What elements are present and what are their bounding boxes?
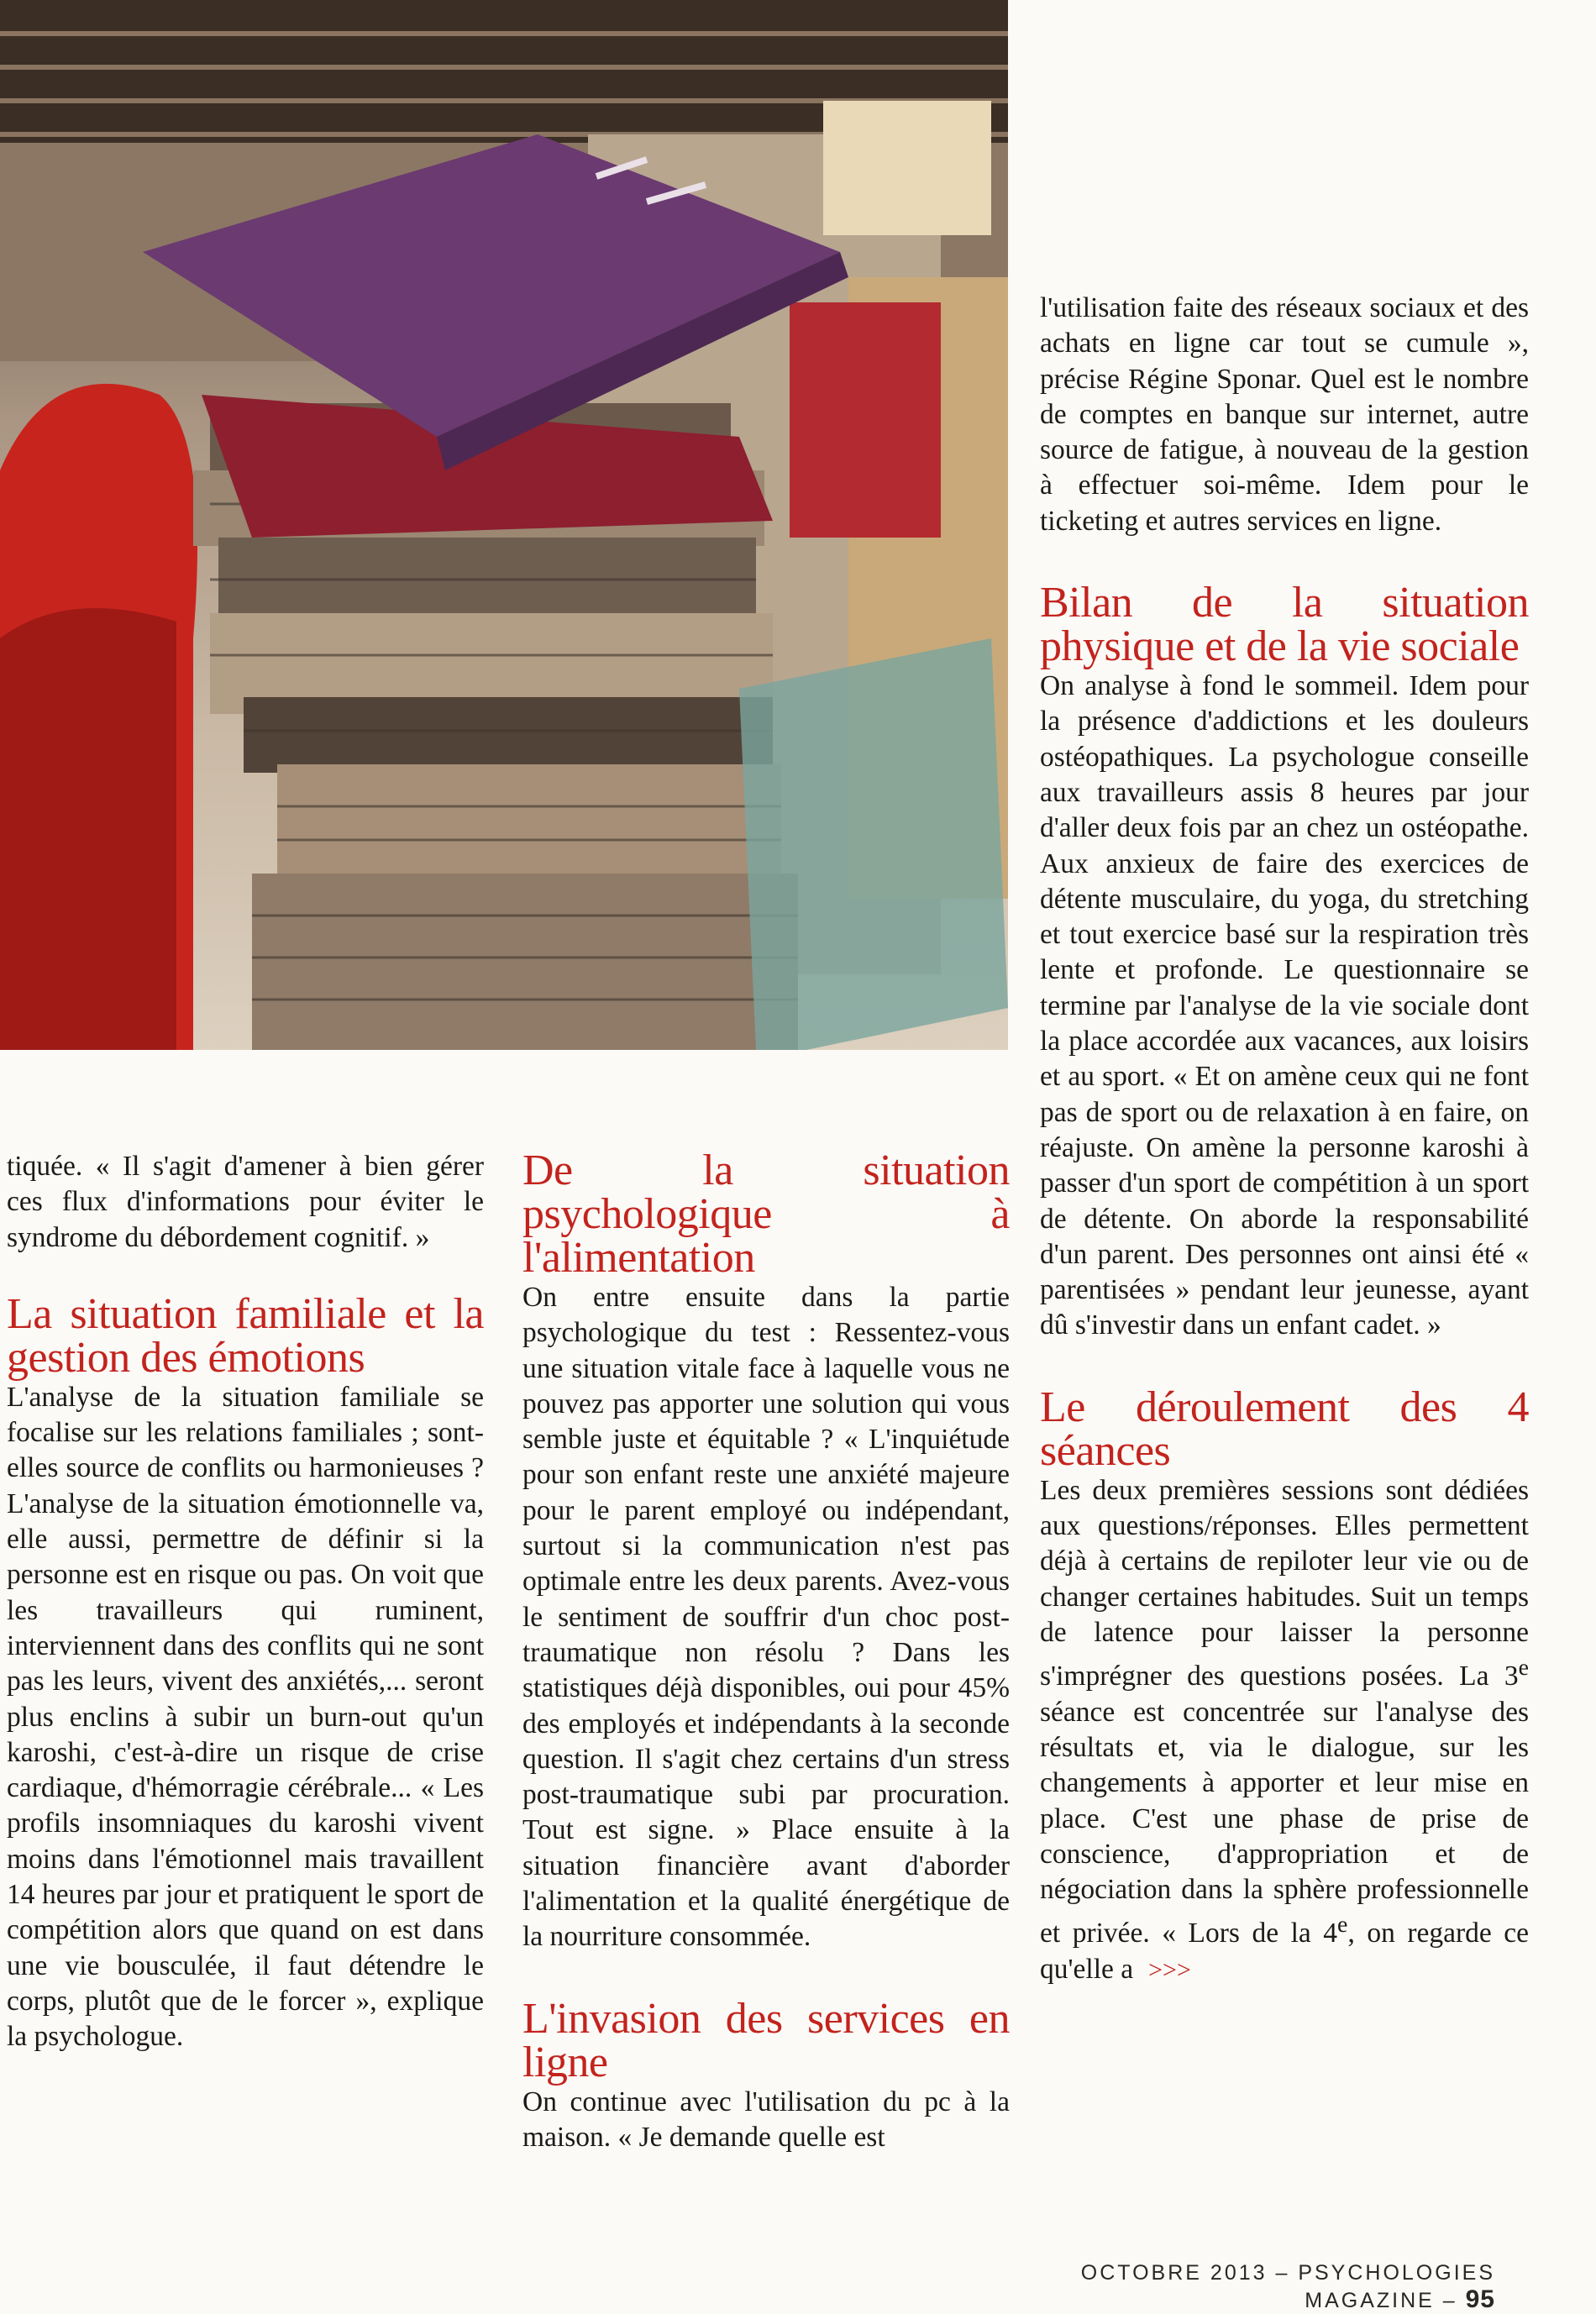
- heading-physical-social-review: Bilan de la situation physique et de la vie sociale: [1040, 579, 1529, 671]
- column-1-intro: tiquée. « Il s'agit d'amener à bien gérer ces flux d'informations pour éviter le syndrome du débordement cognitif. »: [7, 1151, 484, 1253]
- heading-online-services: L'invasion des services en ligne: [522, 1994, 1010, 2086]
- paragraph-online-services: On continue avec l'utilisation du pc à la maison. « Je demande quelle est: [522, 2086, 1010, 2153]
- folders-illustration: [0, 0, 1008, 1050]
- heading-family-situation: La situation familiale et la gestion des émotions: [7, 1289, 484, 1382]
- stacked-folders-photo: [0, 0, 1008, 1050]
- continued-arrow-icon: >>>: [1148, 1955, 1191, 1984]
- article-column-1: [7, 1149, 484, 2055]
- paragraph-four-sessions: Les deux premières sessions sont dédiées aux questions/réponses. Elles permettent déjà à certains de repiloter leur vie ou de changer certaines habitudes. Suit un temps de latence pour laisser la personne s'imprégner des questions posées. La 3e séance est concentrée sur l'analyse des résultats et, via le dialogue, sur les changements à apporter et leur mise en place. C'est une phase de prise de conscience, d'appropriation et de négociation dans la sphère professionnelle et privée. « Lors de la 4e, on regarde ce qu'elle a >>>: [1040, 1474, 1530, 1985]
- page-number: 95: [1465, 2285, 1495, 2313]
- paragraph-psychological-situation: On entre ensuite dans la partie psychologique du test : Ressentez-vous une situation vitale face à laquelle vous ne pouvez pas apporter une solution qui vous semble juste et équitable ? « L'inquiétude pour son enfant reste une anxiété majeure pour le parent employé ou indépendant, surtout si la communication n'est pas optimale entre les deux parents. Avez-vous le sentiment de souffrir d'un choc post-traumatique non résolu ? Dans les statistiques déjà disponibles, oui pour 45% des employés et indépendants à la seconde question. Il s'agit chez certains d'un stress post-traumatique subi par procuration. Tout est signe. » Place ensuite à la situation financière avant d'aborder l'alimentation et la qualité énergétique de la nourriture consommée.: [522, 1282, 1010, 1953]
- paragraph-physical-social-review: On analyse à fond le sommeil. Idem pour la présence d'addictions et les douleurs ostéopathiques. La psychologue conseille aux travailleurs assis 8 heures par jour d'aller deux fois par an chez un ostéopathe. Aux anxieux de faire des exercices de détente musculaire, du yoga, du stretching et tout exercice basé sur la respiration très lente et profonde. Le questionnaire se termine par l'analyse de la vie sociale dont la place accordée aux vacances, aux loisirs et au sport. « Et on amène ceux qui ne font pas de sport ou de relaxation à en faire, on réajuste. On amène la personne karoshi à passer d'un sport de compétition à un sport de détente. On aborde la responsabilité d'un parent. Des personnes ont ainsi été « parentisées » pendant leur jeunesse, ayant dû s'investir dans un enfant cadet. »: [1040, 670, 1529, 1341]
- article-column-3: [1040, 291, 1529, 1988]
- column-3-intro: l'utilisation faite des réseaux sociaux et des achats en ligne car tout se cumule », précise Régine Sponar. Quel est le nombre de comptes en banque sur internet, autre source de fatigue, à nouveau de la gestion à effectuer soi-même. Idem pour le ticketing et autres services en ligne.: [1040, 292, 1529, 537]
- footer-issue: OCTOBRE 2013 – PSYCHOLOGIES MAGAZINE –: [1080, 2261, 1495, 2312]
- heading-four-sessions: Le déroulement des 4 séances: [1040, 1383, 1529, 1475]
- article-column-2: [522, 1149, 1010, 2155]
- heading-psychological-situation: De la situation psychologique à l'alimentation: [522, 1147, 1010, 1282]
- paragraph-family-situation: L'analyse de la situation familiale se focalise sur les relations familiales ; sont-elles source de conflits ou harmonieuses ? L'analyse de la situation émotionnelle va, elle aussi, permettre de définir si la personne est en risque ou pas. On voit que les travailleurs qui ruminent, interviennent dans des conflits qui ne sont pas les leurs, vivent des anxiétés,... seront plus enclins à subir un burn-out qu'un karoshi, c'est-à-dire un risque de crise cardiaque, d'hémorragie cérébrale... « Les profils insomniaques du karoshi vivent moins dans l'émotionnel mais travaillent 14 heures par jour et pratiquent le sport de compétition alors que quand on est dans une vie bousculée, il faut détendre le corps, plutôt que de le forcer », explique la psychologue.: [7, 1381, 484, 2053]
- page-footer: [974, 2261, 1495, 2314]
